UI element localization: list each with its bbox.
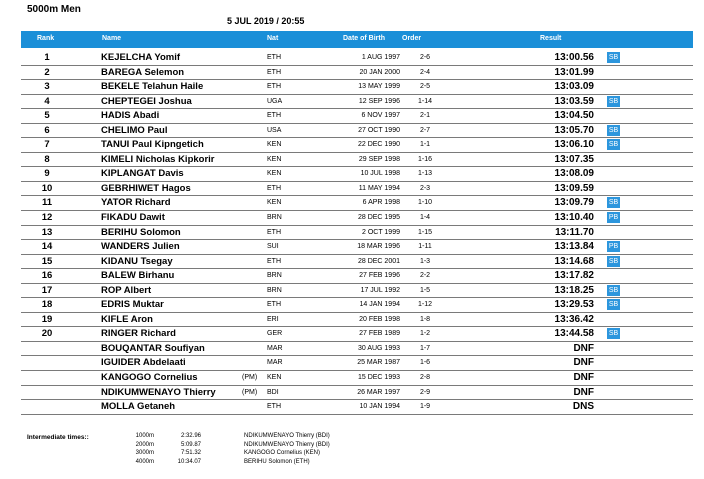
record-badge: SB: [608, 141, 619, 149]
table-row: [21, 167, 693, 182]
result-cell: 13:36.42: [554, 313, 594, 325]
table-row: [21, 284, 693, 299]
split-time: 10:34.07: [177, 458, 201, 465]
athlete-name: MOLLA Getaneh: [101, 401, 176, 413]
split-leader: KANGOGO Cornelius (KEN): [244, 450, 321, 456]
date-of-birth-cell: 26 MAR 1997: [357, 388, 400, 396]
table-row: [21, 153, 693, 168]
table-row: [21, 400, 693, 415]
result-cell: 13:14.68: [554, 255, 594, 267]
result-cell: 13:01.99: [554, 66, 594, 78]
date-of-birth-cell: 27 FEB 1989: [359, 330, 400, 338]
date-of-birth-cell: 14 JAN 1994: [359, 301, 400, 309]
table-row: [21, 371, 693, 386]
order-cell: 2-4: [419, 68, 431, 76]
table-row: [21, 356, 693, 371]
table-row: [21, 182, 693, 197]
result-cell: 13:08.09: [554, 168, 594, 180]
date-of-birth-cell: 15 DEC 1993: [357, 374, 400, 382]
order-cell: 1-4: [419, 214, 431, 222]
record-badge: SB: [608, 257, 619, 265]
athlete-name: CHEPTEGEI Joshua: [101, 95, 192, 107]
table-row: [21, 95, 693, 110]
order-cell: 1-3: [419, 257, 431, 265]
rank-cell: 13: [41, 226, 53, 238]
result-cell: DNF: [573, 342, 594, 354]
order-cell: 1-13: [417, 170, 432, 178]
rank-cell: 5: [44, 110, 50, 122]
nationality-cell: ETH: [267, 184, 281, 192]
nationality-cell: MAR: [267, 344, 283, 352]
athlete-name: KANGOGO Cornelius: [101, 372, 198, 384]
order-cell: 1-8: [419, 315, 431, 323]
date-of-birth-cell: 17 JUL 1992: [360, 286, 400, 294]
athlete-name: EDRIS Muktar: [101, 299, 164, 311]
nationality-cell: BDI: [267, 388, 279, 396]
table-row: [21, 138, 693, 153]
result-cell: 13:09.79: [554, 197, 594, 209]
intermediate-times: [0, 433, 704, 467]
rank-cell: 10: [41, 182, 53, 194]
nationality-cell: UGA: [267, 97, 283, 105]
col-header-rank: Rank: [37, 35, 55, 42]
result-cell: 13:17.82: [554, 270, 594, 282]
athlete-name: BAREGA Selemon: [101, 66, 185, 78]
nationality-cell: BRN: [267, 214, 282, 222]
nationality-cell: KEN: [267, 155, 282, 163]
athlete-name: NDIKUMWENAYO Thierry: [101, 386, 216, 398]
order-cell: 1-7: [419, 344, 431, 352]
results-table-header: [21, 31, 693, 48]
nationality-cell: SUI: [267, 243, 279, 251]
record-badge: PB: [608, 243, 619, 251]
order-cell: 2-6: [419, 54, 431, 61]
order-cell: 2-3: [419, 184, 431, 192]
order-cell: 1-9: [419, 403, 431, 411]
nationality-cell: KEN: [267, 170, 282, 178]
athlete-name: IGUIDER Abdelaati: [101, 357, 186, 369]
order-cell: 1-1: [419, 141, 431, 149]
table-row: [21, 226, 693, 241]
athlete-name: KIMELI Nicholas Kipkorir: [101, 153, 215, 165]
nationality-cell: ERI: [267, 315, 279, 323]
athlete-name: BOUQANTAR Soufiyan: [101, 342, 205, 354]
nationality-cell: ETH: [267, 68, 281, 76]
athlete-name: WANDERS Julien: [101, 241, 180, 253]
athlete-name: KIDANU Tsegay: [101, 255, 173, 267]
order-cell: 2-5: [419, 83, 431, 91]
rank-cell: 12: [41, 212, 53, 224]
athlete-name: ROP Albert: [101, 284, 152, 296]
nationality-cell: ETH: [267, 403, 281, 411]
athlete-name: BERIHU Solomon: [101, 226, 181, 238]
result-cell: DNF: [573, 372, 594, 384]
rank-cell: 9: [44, 168, 50, 180]
split-row: [0, 450, 704, 459]
date-of-birth-cell: 12 SEP 1996: [358, 97, 400, 105]
table-row: [21, 109, 693, 124]
order-cell: 1-11: [418, 243, 432, 251]
nationality-cell: KEN: [267, 199, 282, 207]
result-cell: 13:06.10: [554, 139, 594, 151]
order-cell: 1-5: [419, 286, 431, 294]
split-row: [0, 442, 704, 451]
nationality-cell: ETH: [267, 83, 281, 91]
date-of-birth-cell: 13 MAY 1999: [358, 83, 400, 91]
pacemaker-tag: (PM): [242, 374, 258, 382]
order-cell: 1-14: [417, 97, 432, 105]
rank-cell: 15: [41, 255, 53, 267]
rank-cell: 14: [41, 241, 53, 253]
table-row: [21, 80, 693, 95]
table-row: [21, 313, 693, 328]
date-of-birth-cell: 11 MAY 1994: [358, 184, 400, 192]
athlete-name: KIPLANGAT Davis: [101, 168, 184, 180]
rank-cell: 20: [41, 328, 53, 340]
split-distance: 1000m: [135, 433, 154, 439]
date-of-birth-cell: 27 OCT 1990: [358, 126, 400, 134]
rank-cell: 3: [44, 81, 50, 93]
result-cell: 13:10.40: [554, 212, 594, 224]
table-row: [21, 211, 693, 226]
order-cell: 1-12: [417, 301, 432, 309]
date-of-birth-cell: 30 AUG 1993: [357, 344, 400, 352]
table-row: [21, 196, 693, 211]
athlete-name: BALEW Birhanu: [101, 270, 175, 282]
nationality-cell: USA: [267, 126, 282, 134]
split-leader: NDIKUMWENAYO Thierry (BDI): [244, 441, 330, 448]
rank-cell: 19: [41, 313, 53, 325]
rank-cell: 4: [44, 95, 50, 107]
table-row: [21, 298, 693, 313]
date-of-birth-cell: 25 MAR 1987: [357, 359, 400, 367]
col-header-name: Name: [102, 35, 122, 42]
date-of-birth-cell: 10 JUL 1998: [360, 170, 400, 178]
result-cell: 13:13.84: [554, 241, 594, 253]
order-cell: 2-7: [419, 126, 431, 134]
rank-cell: 1: [44, 52, 50, 63]
date-of-birth-cell: 22 DEC 1990: [357, 141, 400, 149]
rank-cell: 16: [41, 270, 53, 282]
col-header-result: Result: [540, 35, 562, 42]
rank-cell: 7: [44, 139, 50, 151]
result-cell: 13:00.56: [554, 52, 594, 63]
event-title: 5000m Men: [27, 4, 81, 15]
nationality-cell: GER: [267, 330, 283, 338]
rank-cell: 8: [44, 153, 50, 165]
results-table: [21, 51, 693, 415]
split-time: 7:51.32: [180, 450, 201, 456]
date-of-birth-cell: 20 JAN 2000: [359, 68, 400, 76]
rank-cell: 17: [41, 284, 53, 296]
athlete-name: GEBRHIWET Hagos: [101, 182, 191, 194]
split-distance: 2000m: [135, 441, 154, 448]
rank-cell: 11: [41, 197, 53, 209]
nationality-cell: BRN: [267, 272, 282, 280]
result-cell: 13:11.70: [555, 226, 594, 238]
nationality-cell: MAR: [267, 359, 283, 367]
table-row: [21, 342, 693, 357]
record-badge: SB: [608, 286, 619, 294]
split-row: [0, 433, 704, 442]
record-badge: SB: [608, 330, 619, 338]
nationality-cell: ETH: [267, 228, 281, 236]
date-of-birth-cell: 28 DEC 2001: [357, 257, 400, 265]
split-row: [0, 459, 704, 468]
athlete-name: FIKADU Dawit: [101, 212, 165, 224]
date-of-birth-cell: 28 DEC 1995: [357, 214, 400, 222]
result-cell: 13:29.53: [554, 299, 594, 311]
order-cell: 2-1: [419, 112, 431, 120]
result-cell: 13:18.25: [554, 284, 594, 296]
order-cell: 2-8: [419, 374, 431, 382]
order-cell: 2-9: [419, 388, 431, 396]
result-cell: 13:03.59: [554, 95, 594, 107]
col-header-dob: Date of Birth: [343, 35, 385, 42]
date-of-birth-cell: 10 JAN 1994: [359, 403, 400, 411]
table-row: [21, 124, 693, 139]
nationality-cell: ETH: [267, 112, 281, 120]
split-time: 2:32.96: [180, 433, 201, 439]
order-cell: 1-6: [419, 359, 431, 367]
record-badge: SB: [608, 97, 619, 105]
pacemaker-tag: (PM): [242, 388, 258, 396]
nationality-cell: KEN: [267, 141, 282, 149]
nationality-cell: ETH: [267, 54, 281, 61]
record-badge: SB: [608, 126, 619, 134]
nationality-cell: ETH: [267, 257, 281, 265]
table-row: [21, 51, 693, 66]
intermediate-times-label: Intermediate times::: [27, 434, 89, 441]
table-row: [21, 255, 693, 270]
date-of-birth-cell: 18 MAR 1996: [357, 243, 400, 251]
table-row: [21, 240, 693, 255]
split-distance: 4000m: [135, 458, 154, 465]
nationality-cell: ETH: [267, 301, 281, 309]
table-row: [21, 269, 693, 284]
rank-cell: 2: [44, 66, 50, 78]
table-row: [21, 66, 693, 81]
table-row: [21, 327, 693, 342]
record-badge: PB: [608, 214, 619, 222]
date-of-birth-cell: 1 AUG 1997: [361, 54, 400, 61]
date-of-birth-cell: 2 OCT 1999: [361, 228, 400, 236]
split-time: 5:09.87: [180, 441, 201, 448]
record-badge: SB: [608, 301, 619, 309]
result-cell: DNF: [573, 386, 594, 398]
date-of-birth-cell: 27 FEB 1996: [359, 272, 400, 280]
result-cell: 13:03.09: [554, 81, 594, 93]
result-cell: 13:44.58: [554, 328, 594, 340]
nationality-cell: KEN: [267, 374, 282, 382]
result-cell: 13:07.35: [554, 153, 594, 165]
athlete-name: BEKELE Telahun Haile: [101, 81, 204, 93]
split-leader: BERIHU Solomon (ETH): [244, 458, 310, 465]
athlete-name: HADIS Abadi: [101, 110, 160, 122]
col-header-order: Order: [402, 35, 422, 42]
order-cell: 1-2: [419, 330, 431, 338]
order-cell: 1-10: [417, 199, 432, 207]
date-of-birth-cell: 29 SEP 1998: [358, 155, 400, 163]
col-header-nat: Nat: [267, 35, 279, 42]
split-leader: NDIKUMWENAYO Thierry (BDI): [244, 433, 330, 439]
split-distance: 3000m: [135, 450, 154, 456]
result-cell: 13:05.70: [554, 124, 594, 136]
date-of-birth-cell: 20 FEB 1998: [359, 315, 400, 323]
date-of-birth-cell: 6 APR 1998: [362, 199, 400, 207]
result-cell: 13:09.59: [554, 182, 594, 194]
rank-cell: 6: [44, 124, 50, 136]
nationality-cell: BRN: [267, 286, 282, 294]
athlete-name: RINGER Richard: [101, 328, 176, 340]
result-cell: 13:04.50: [554, 110, 594, 122]
rank-cell: 18: [41, 299, 53, 311]
order-cell: 1-16: [417, 155, 432, 163]
date-of-birth-cell: 6 NOV 1997: [361, 112, 400, 120]
athlete-name: TANUI Paul Kipngetich: [101, 139, 204, 151]
record-badge: SB: [608, 54, 619, 61]
athlete-name: KIFLE Aron: [101, 313, 153, 325]
order-cell: 2-2: [419, 272, 431, 280]
table-row: [21, 386, 693, 401]
athlete-name: KEJELCHA Yomif: [101, 52, 181, 63]
result-cell: DNS: [572, 401, 594, 413]
athlete-name: YATOR Richard: [101, 197, 171, 209]
result-cell: DNF: [573, 357, 594, 369]
event-date: 5 JUL 2019 / 20:55: [227, 16, 305, 26]
order-cell: 1-15: [417, 228, 432, 236]
athlete-name: CHELIMO Paul: [101, 124, 168, 136]
record-badge: SB: [608, 199, 619, 207]
